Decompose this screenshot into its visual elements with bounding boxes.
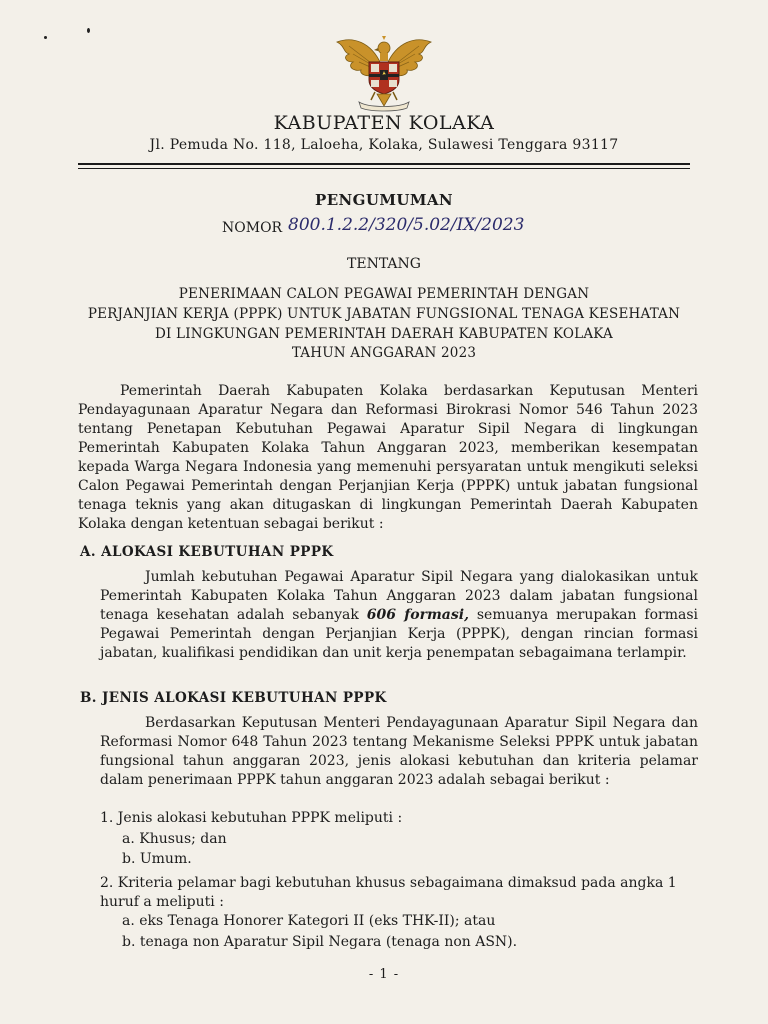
letterhead-rule-thick bbox=[78, 163, 690, 165]
subject-line: TAHUN ANGGARAN 2023 bbox=[291, 345, 477, 361]
scan-speck bbox=[44, 36, 47, 39]
subject-line: DI LINGKUNGAN PEMERINTAH DAERAH KABUPATEN KOLAKA bbox=[155, 326, 613, 342]
list-item: 2. Kriteria pelamar bagi kebutuhan khusus sebagaimana dimaksud pada angka 1 huruf a meliputi : bbox=[100, 875, 677, 910]
section-b-heading: B. JENIS ALOKASI KEBUTUHAN PPPK bbox=[80, 690, 387, 706]
subject-line: PENERIMAAN CALON PEGAWAI PEMERINTAH DENGAN bbox=[178, 286, 590, 302]
list-subitem: a. eks Tenaga Honorer Kategori II (eks THK-II); atau bbox=[122, 913, 496, 929]
list-subitem: b. Umum. bbox=[122, 851, 192, 867]
section-a-text-continued: semuanya merupakan formasi Pegawai Pemerintah dengan Perjanjian Kerja (PPPK), dengan rincian formasi jabatan, kualifikasi pendidikan dan unit kerja penempatan sebagaimana terlampir. bbox=[100, 607, 699, 661]
list-subitem: b. tenaga non Aparatur Sipil Negara (tenaga non ASN). bbox=[122, 934, 518, 950]
document-type-heading: PENGUMUMAN bbox=[315, 191, 453, 209]
section-a-text: Jumlah kebutuhan Pegawai Aparatur Sipil Negara yang dialokasikan untuk Pemerintah Kabupaten Kolaka Tahun Anggaran 2023 dalam jabatan fungsional tenaga kesehatan adalah sebanyak bbox=[100, 569, 698, 623]
page-number: - 1 - bbox=[368, 967, 400, 982]
handwritten-number: 800.1.2.2/320/5.02/IX/2023 bbox=[288, 215, 525, 235]
section-a-heading: A. ALOKASI KEBUTUHAN PPPK bbox=[80, 544, 334, 560]
section-a-paragraph bbox=[100, 568, 698, 663]
subject-line: PERJANJIAN KERJA (PPPK) UNTUK JABATAN FUNGSIONAL TENAGA KESEHATAN bbox=[87, 306, 681, 322]
list-item: 1. Jenis alokasi kebutuhan PPPK meliputi : bbox=[100, 810, 403, 826]
section-b-paragraph: Berdasarkan Keputusan Menteri Pendayagunaan Aparatur Sipil Negara dan Reformasi Nomor 648 Tahun 2023 tentang Mekanisme Seleksi PPPK untuk jabatan fungsional tahun anggaran 2023, jenis alokasi kebutuhan dan kriteria pelamar dalam penerimaan PPPK tahun anggaran 2023 adalah sebagai berikut : bbox=[100, 715, 698, 788]
about-label: TENTANG bbox=[347, 256, 421, 272]
formation-count-emphasis: 606 formasi, bbox=[366, 607, 469, 623]
regency-address: Jl. Pemuda No. 118, Laloeha, Kolaka, Sulawesi Tenggara 93117 bbox=[149, 137, 619, 153]
garuda-emblem-logo bbox=[331, 34, 437, 114]
regency-title: KABUPATEN KOLAKA bbox=[273, 112, 495, 134]
letterhead-rule-thin bbox=[78, 168, 690, 169]
list-subitem: a. Khusus; dan bbox=[122, 831, 227, 847]
intro-paragraph: Pemerintah Daerah Kabupaten Kolaka berdasarkan Keputusan Menteri Pendayagunaan Aparatur Negara dan Reformasi Birokrasi Nomor 546 Tahun 2023 tentang Penetapan Kebutuhan Pegawai Aparatur Sipil Negara di lingkungan Pemerintah Kabupaten Kolaka Tahun Anggaran 2023, memberikan kesempatan kepada Warga Negara Indonesia yang memenuhi persyaratan untuk mengikuti seleksi Calon Pegawai Pemerintah dengan Perjanjian Kerja (PPPK) untuk jabatan fungsional tenaga teknis yang akan ditugaskan di lingkungan Pemerintah Daerah Kabupaten Kolaka dengan ketentuan sebagai berikut : bbox=[78, 383, 698, 532]
number-label: NOMOR bbox=[222, 220, 283, 236]
scan-speck bbox=[87, 28, 90, 33]
